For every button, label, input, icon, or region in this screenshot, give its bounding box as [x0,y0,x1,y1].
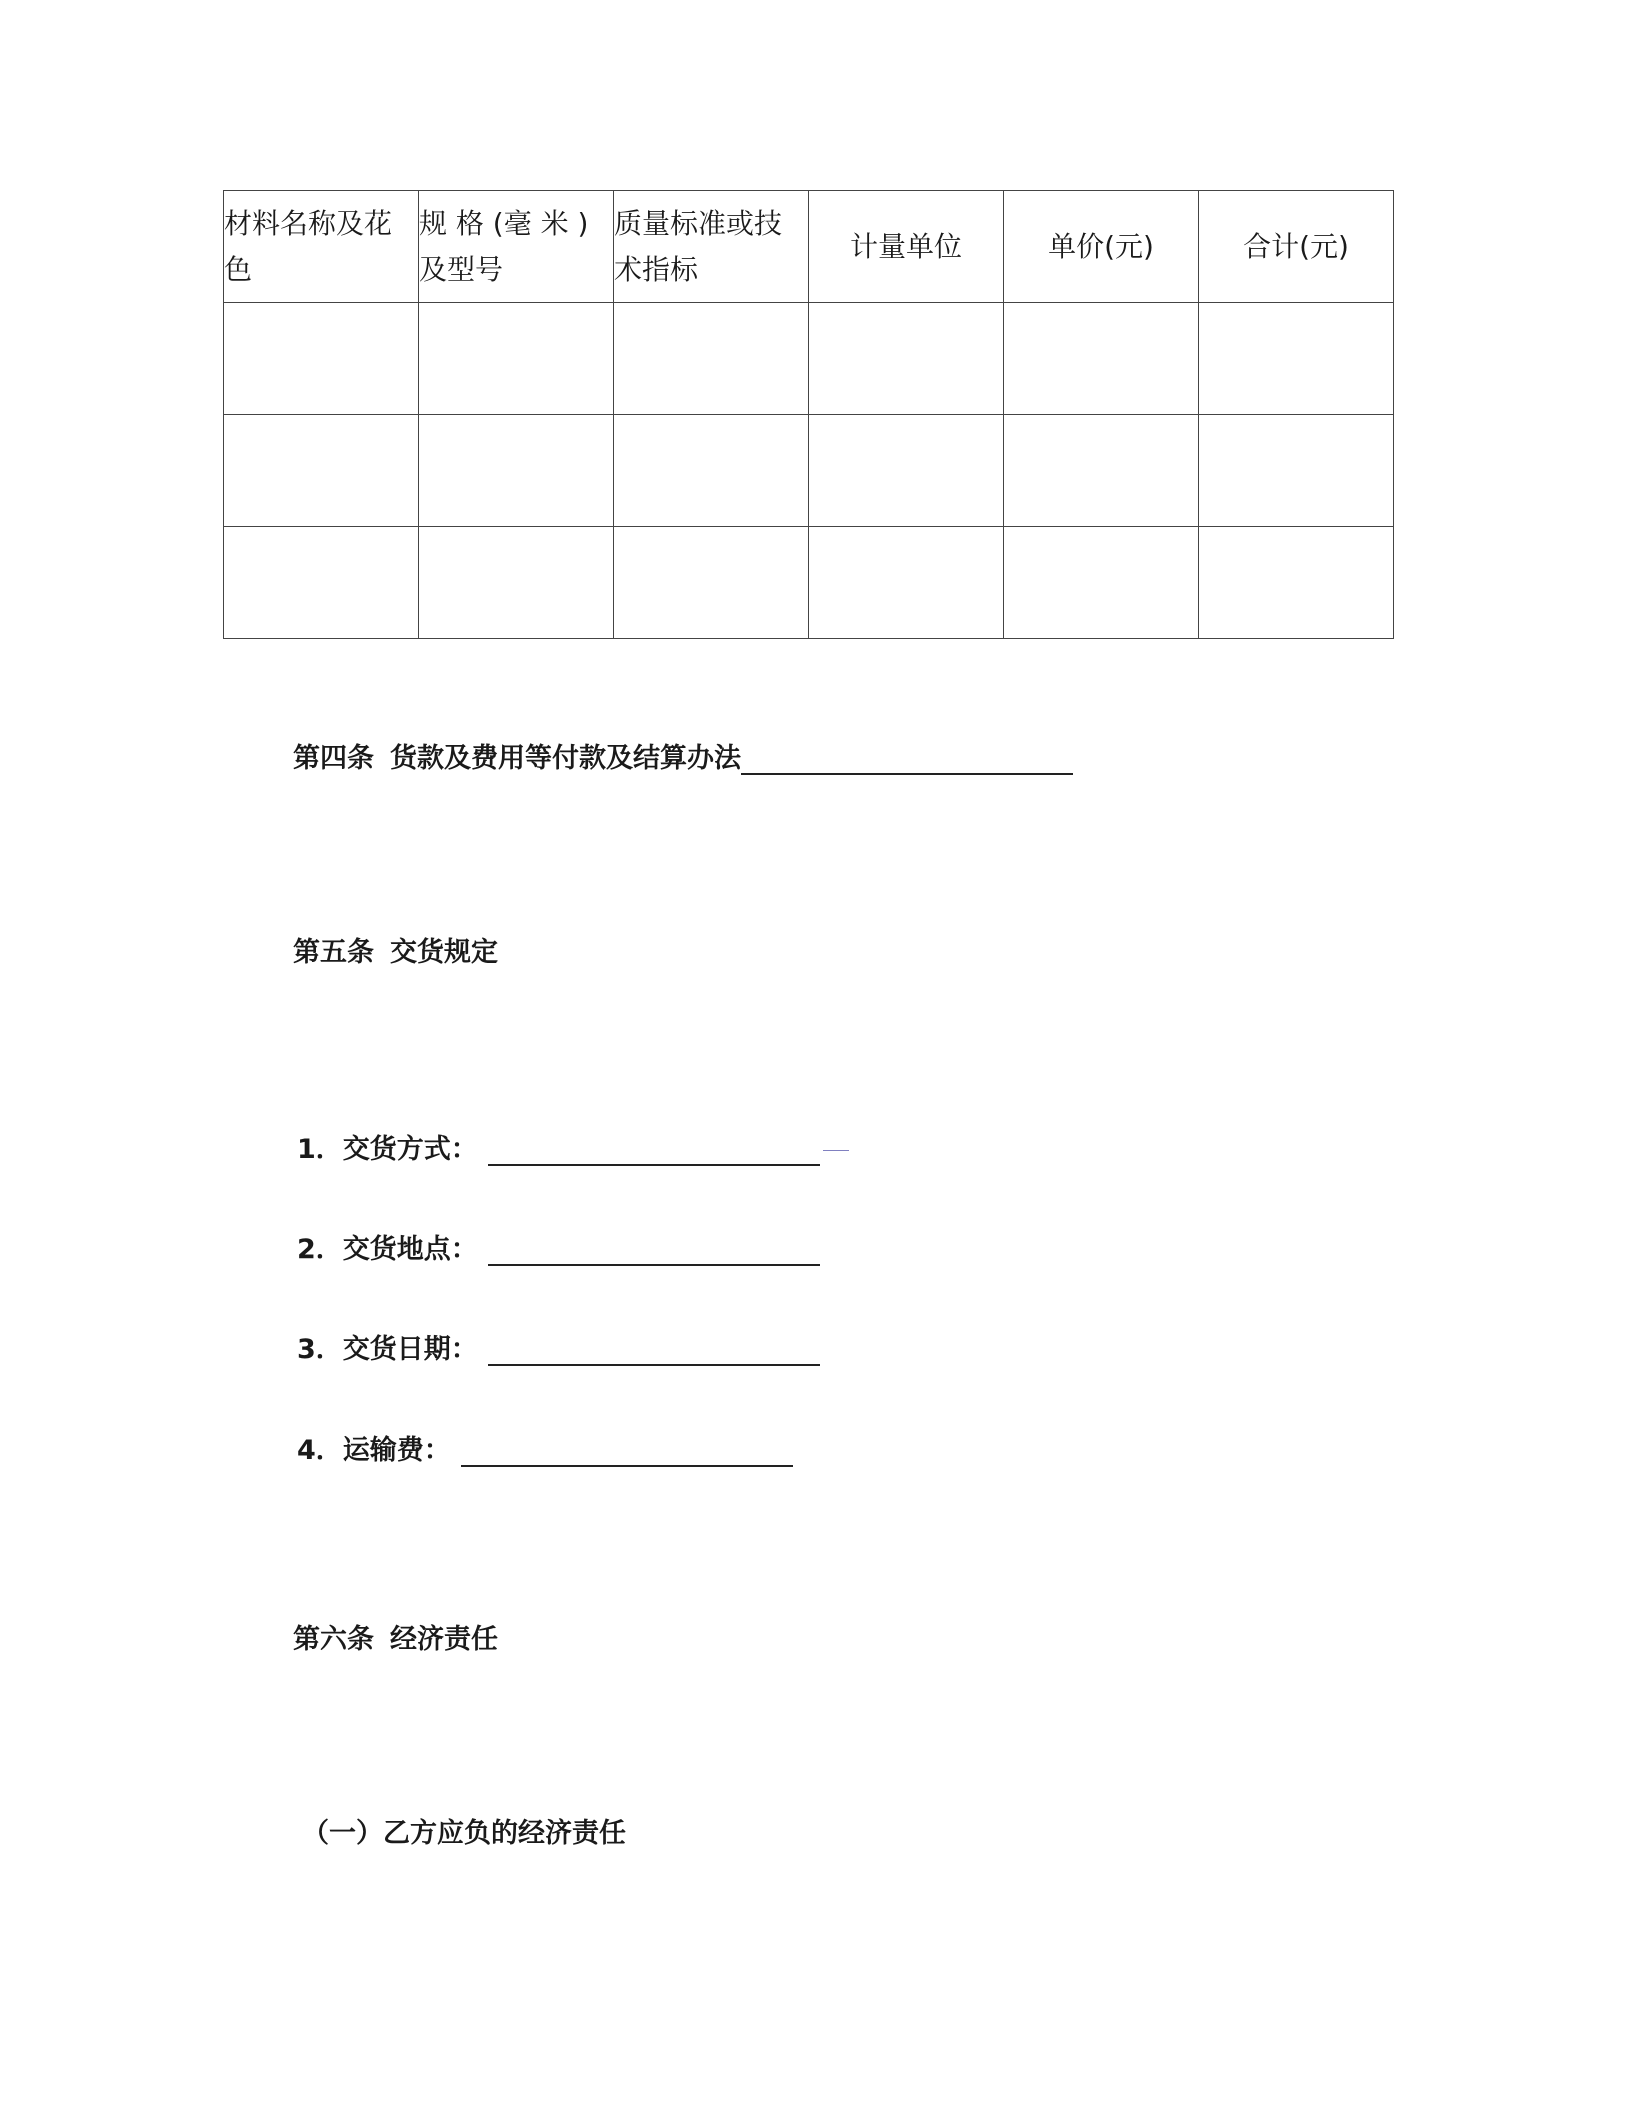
item-number: 4． [297,1435,343,1466]
table-cell[interactable] [809,303,1004,415]
freight-label: 运输费： [342,1435,451,1466]
delivery-location-item [297,1227,820,1266]
article-4-blank-line[interactable] [741,743,1073,775]
freight-item [297,1428,793,1467]
table-cell[interactable] [1004,303,1199,415]
article-4-title: 货款及费用等付款及结算办法 [390,743,741,774]
delivery-location-field[interactable] [488,1234,820,1266]
materials-table [223,190,1394,639]
table-header-row [224,191,1394,303]
table-row [224,415,1394,527]
table-cell[interactable] [419,527,614,639]
freight-field[interactable] [461,1435,793,1467]
article-6-title: 经济责任 [390,1624,498,1655]
article-4-number: 第四条 [293,743,374,774]
item-number: 3． [297,1334,343,1365]
table-cell[interactable] [1004,415,1199,527]
table-cell[interactable] [1199,415,1394,527]
header-spec-model: 规 格 (毫 米 ) 及型号 [419,191,614,303]
table-cell[interactable] [419,415,614,527]
table-cell[interactable] [224,303,419,415]
delivery-date-field[interactable] [488,1334,820,1366]
table-row [224,303,1394,415]
table-cell[interactable] [614,303,809,415]
table-cell[interactable] [614,415,809,527]
table-cell[interactable] [809,415,1004,527]
table-cell[interactable] [809,527,1004,639]
item-number: 2． [297,1234,343,1265]
header-unit: 计量单位 [809,191,1004,303]
table-cell[interactable] [224,415,419,527]
article-6-heading [293,1617,498,1656]
section-1-title: （一）乙方应负的经济责任 [302,1818,626,1849]
header-quality-standard: 质量标准或技术指标 [614,191,809,303]
article-6-number: 第六条 [293,1624,374,1655]
delivery-method-item [297,1127,820,1166]
article-5-heading [293,930,498,969]
delivery-method-label: 交货方式： [342,1134,478,1165]
item-number: 1． [297,1134,343,1165]
table-cell[interactable] [419,303,614,415]
table-cell[interactable] [1199,527,1394,639]
header-total: 合计(元) [1199,191,1394,303]
table-cell[interactable] [1004,527,1199,639]
header-material-name: 材料名称及花色 [224,191,419,303]
delivery-method-field[interactable] [488,1134,820,1166]
delivery-location-label: 交货地点： [342,1234,478,1265]
article-4-heading [293,736,1073,775]
delivery-date-item [297,1327,820,1366]
article-5-title: 交货规定 [390,937,498,968]
table-cell[interactable] [1199,303,1394,415]
table-row [224,527,1394,639]
section-1-heading [302,1811,626,1850]
header-unit-price: 单价(元) [1004,191,1199,303]
table-cell[interactable] [224,527,419,639]
stray-underline-mark [823,1150,849,1151]
delivery-date-label: 交货日期： [342,1334,478,1365]
article-5-number: 第五条 [293,937,374,968]
table-cell[interactable] [614,527,809,639]
